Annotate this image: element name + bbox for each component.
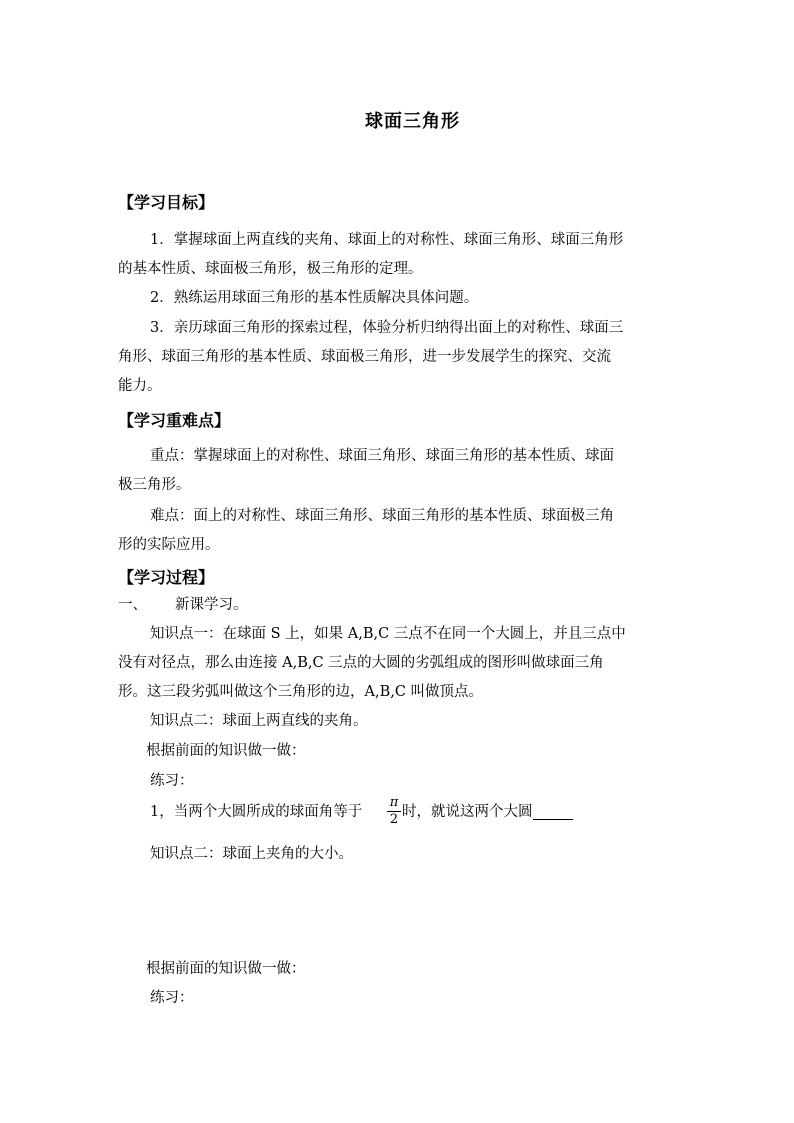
knowledge-point-1-line-2: 没有对径点，那么由连接 A,B,C 三点的大圆的劣弧组成的图形叫做球面三角 <box>118 655 604 671</box>
answer-blank[interactable] <box>533 805 573 820</box>
knowledge-point-1-line-3: 形。这三段劣弧叫做这个三角形的边，A,B,C 叫做顶点。 <box>118 684 484 700</box>
exercise-label-1: 练习： <box>150 773 194 789</box>
fraction-denominator: 2 <box>389 812 399 827</box>
question-1-after-text: 时，就说这两个大圆 <box>402 804 533 820</box>
knowledge-point-1-line-1: 知识点一：在球面 S 上，如果 A,B,C 三点不在同一个大圆上，并且三点中 <box>150 626 626 642</box>
goal-1-line-1: 1．掌握球面上两直线的夹角、球面上的对称性、球面三角形、球面三角形 <box>150 232 624 248</box>
part-1-label: 新课学习。 <box>175 597 248 613</box>
key-point-line-2: 极三角形。 <box>118 477 191 493</box>
goals-heading: 【学习目标】 <box>118 193 215 212</box>
key-points-heading: 【学习重难点】 <box>118 411 231 430</box>
question-1-after <box>402 804 573 820</box>
page-title: 球面三角形 <box>365 111 460 132</box>
fraction-numerator: π <box>389 795 399 810</box>
goal-3-line-1: 3．亲历球面三角形的探索过程，体验分析归纳得出面上的对称性、球面三 <box>150 320 624 336</box>
exercise-label-2: 练习： <box>150 990 194 1006</box>
difficulty-line-1: 难点：面上的对称性、球面三角形、球面三角形的基本性质、球面极三角 <box>150 508 614 524</box>
do-it-prompt-1: 根据前面的知识做一做： <box>146 743 306 759</box>
goal-3-line-3: 能力。 <box>118 378 162 394</box>
goal-3-line-2: 角形、球面三角形的基本性质、球面极三角形，进一步发展学生的探究、交流 <box>118 349 611 365</box>
key-point-line-1: 重点：掌握球面上的对称性、球面三角形、球面三角形的基本性质、球面 <box>150 448 614 464</box>
part-1-number: 一、 <box>118 597 147 613</box>
knowledge-point-2: 知识点二：球面上两直线的夹角。 <box>150 713 368 729</box>
fraction-pi-over-2 <box>387 796 401 827</box>
question-1-before: 1，当两个大圆所成的球面角等于 <box>150 804 363 820</box>
goal-1-line-2: 的基本性质、球面极三角形，极三角形的定理。 <box>118 261 423 277</box>
process-heading: 【学习过程】 <box>118 568 215 587</box>
do-it-prompt-2: 根据前面的知识做一做： <box>146 961 306 977</box>
knowledge-point-3: 知识点二：球面上夹角的大小。 <box>150 846 353 862</box>
difficulty-line-2: 形的实际应用。 <box>118 537 220 553</box>
goal-2: 2．熟练运用球面三角形的基本性质解决具体问题。 <box>150 290 479 306</box>
